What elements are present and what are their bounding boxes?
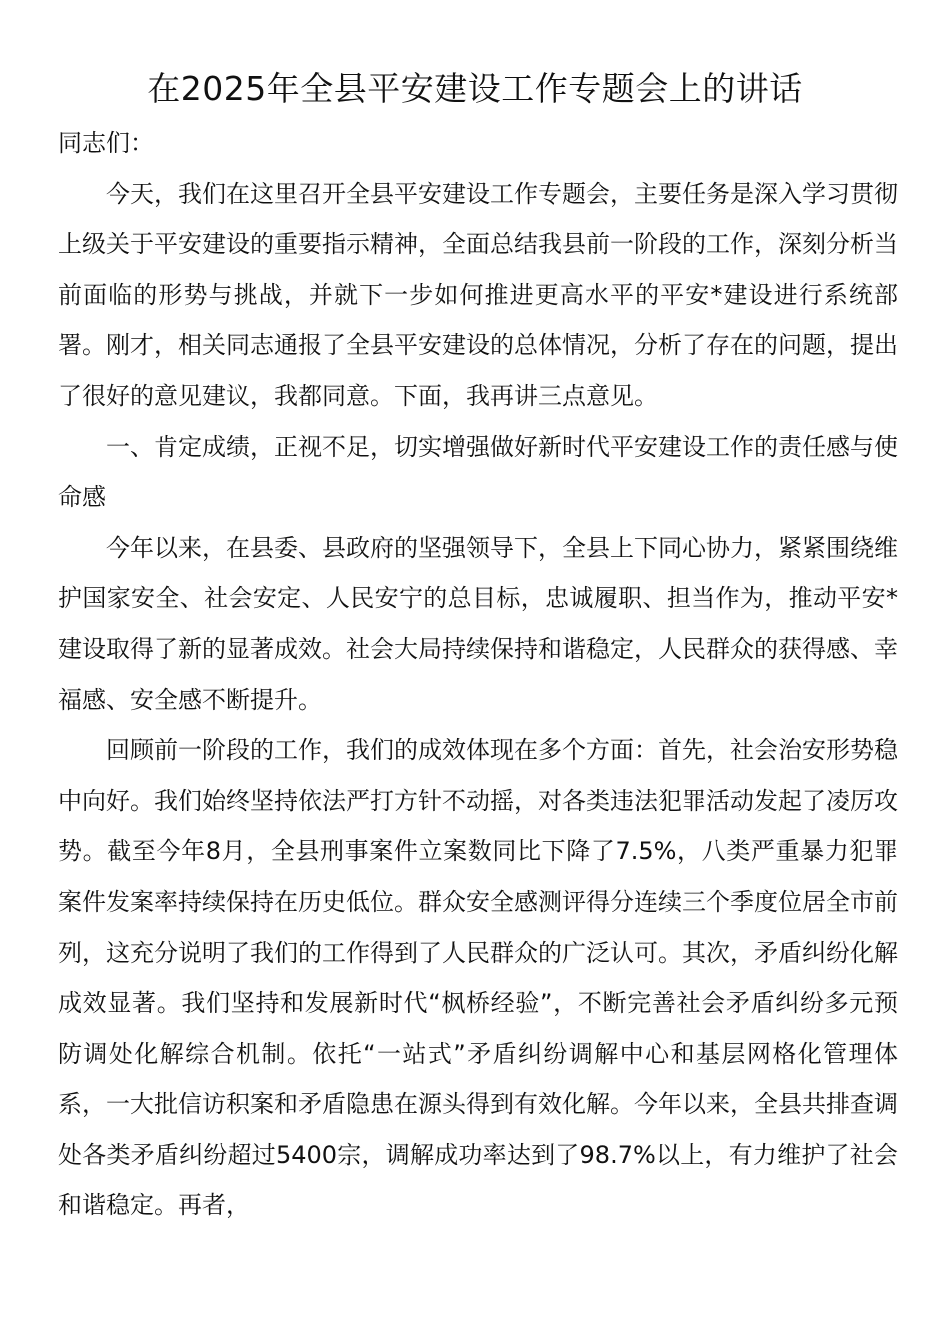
document-body	[58, 118, 898, 1231]
document-title: 在2025年全县平安建设工作专题会上的讲话	[147, 69, 803, 108]
paragraph-review: 回顾前一阶段的工作，我们的成效体现在多个方面：首先，社会治安形势稳中向好。我们始终坚持依法严打方针不动摇，对各类违法犯罪活动发起了凌厉攻势。截至今年8月，全县刑事案件立案数同比下降了7.5%，八类严重暴力犯罪案件发案率持续保持在历史低位。群众安全感测评得分连续三个季度位居全市前列，这充分说明了我们的工作得到了人民群众的广泛认可。其次，矛盾纠纷化解成效显著。我们坚持和发展新时代“枫桥经验”，不断完善社会矛盾纠纷多元预防调处化解综合机制。依托“一站式”矛盾纠纷调解中心和基层网格化管理体系，一大批信访积案和矛盾隐患在源头得到有效化解。今年以来，全县共排查调处各类矛盾纠纷超过5400宗，调解成功率达到了98.7%以上，有力维护了社会和谐稳定。再者，	[58, 736, 898, 1220]
section-heading-1: 一、肯定成绩，正视不足，切实增强做好新时代平安建设工作的责任感与使命感	[58, 432, 898, 512]
greeting: 同志们：	[58, 129, 154, 157]
paragraph-intro: 今天，我们在这里召开全县平安建设工作专题会，主要任务是深入学习贯彻上级关于平安建设的重要指示精神，全面总结我县前一阶段的工作，深刻分析当前面临的形势与挑战，并就下一步如何推进更高水平的平安*建设进行系统部署。刚才，相关同志通报了全县平安建设的总体情况，分析了存在的问题，提出了很好的意见建议，我都同意。下面，我再讲三点意见。	[58, 179, 898, 410]
paragraph-achievements: 今年以来，在县委、县政府的坚强领导下，全县上下同心协力，紧紧围绕维护国家安全、社会安定、人民安宁的总目标，忠诚履职、担当作为，推动平安*建设取得了新的显著成效。社会大局持续保持和谐稳定，人民群众的获得感、幸福感、安全感不断提升。	[58, 533, 898, 714]
